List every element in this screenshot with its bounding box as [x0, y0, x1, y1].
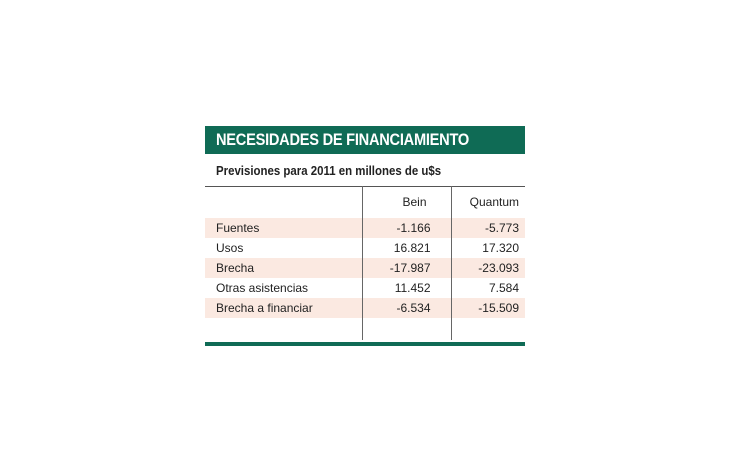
- header-quantum: Quantum: [451, 187, 525, 218]
- table-subtitle: Previsiones para 2011 en millones de u$s: [216, 163, 442, 178]
- bottom-rule: [205, 342, 525, 346]
- table-row: [205, 238, 525, 258]
- header-bein: Bein: [362, 187, 451, 218]
- table-row: [205, 258, 525, 278]
- row-quantum: 7.584: [451, 278, 525, 298]
- row-quantum: -5.773: [451, 218, 525, 238]
- header-row: [205, 187, 525, 218]
- row-label: Otras asistencias: [216, 280, 309, 295]
- row-bein: -1.166: [362, 218, 451, 238]
- financing-table: [205, 186, 525, 340]
- row-bein: 16.821: [362, 238, 451, 258]
- table-row: [205, 298, 525, 318]
- row-quantum: -15.509: [451, 298, 525, 318]
- row-quantum: -23.093: [451, 258, 525, 278]
- row-quantum: 17.320: [451, 238, 525, 258]
- row-bein: -6.534: [362, 298, 451, 318]
- row-label: Brecha: [205, 258, 362, 278]
- row-label: Usos: [216, 240, 244, 255]
- spacer-row: [205, 318, 525, 340]
- table-row: [205, 278, 525, 298]
- table-row: [205, 218, 525, 238]
- table-title: NECESIDADES DE FINANCIAMIENTO: [216, 130, 470, 149]
- row-bein: 11.452: [362, 278, 451, 298]
- row-bein: -17.987: [362, 258, 451, 278]
- financing-needs-table-card: [205, 126, 525, 346]
- title-bar: [205, 126, 525, 154]
- header-label: [205, 187, 362, 218]
- row-label: Brecha a financiar: [205, 298, 362, 318]
- row-label: Fuentes: [205, 218, 362, 238]
